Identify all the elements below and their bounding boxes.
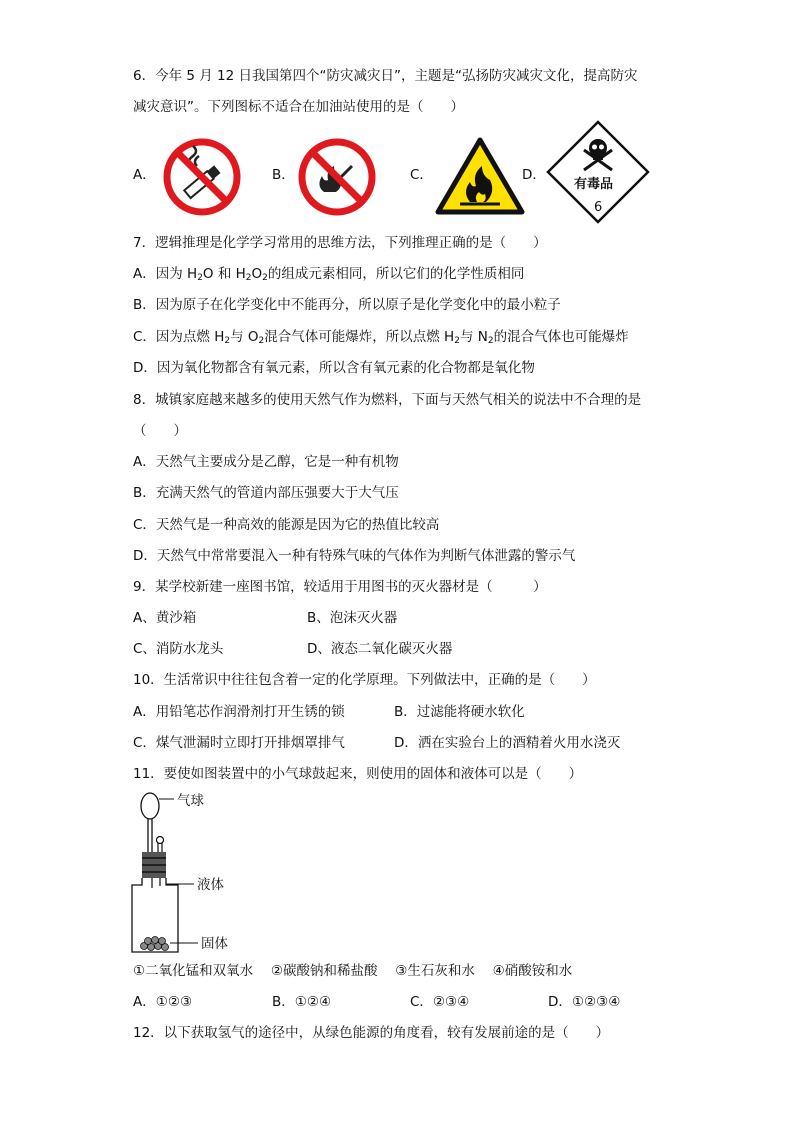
q8-option-c: C．天然气是一种高效的能源是因为它的热值比较高 bbox=[133, 517, 440, 533]
q9-option-d: D、液态二氧化碳灭火器 bbox=[307, 641, 453, 657]
q10-option-c: C．煤气泄漏时立即打开排烟罩排气 bbox=[133, 735, 345, 751]
q11-option-c: C．②③④ bbox=[410, 994, 470, 1010]
q8-option-b: B．充满天然气的管道内部压强要大于大气压 bbox=[133, 485, 399, 501]
q11-option-d: D．①②③④ bbox=[548, 994, 621, 1010]
q11-stem: 11．要使如图装置中的小气球鼓起来，则使用的固体和液体可以是（ ） bbox=[133, 766, 583, 782]
q10-stem: 10．生活常识中往往包含着一定的化学原理。下列做法中，正确的是（ ） bbox=[133, 672, 596, 688]
toxic-label-number: 6 bbox=[594, 200, 603, 215]
q6-stem-line1: 6．今年 5 月 12 日我国第四个“防灾减灾日”，主题是“弘扬防灾减灾文化，提高防灾 bbox=[133, 68, 638, 84]
balloon-label: 气球 bbox=[177, 793, 204, 809]
toxic-label-text: 有毒品 bbox=[574, 177, 614, 192]
q7-option-b: B．因为原子在化学变化中不能再分，所以原子是化学变化中的最小粒子 bbox=[133, 297, 561, 313]
q7-option-d: D．因为氧化物都含有氧元素，所以含有氧元素的化合物都是氧化物 bbox=[133, 360, 535, 376]
q6-option-c: C． bbox=[410, 167, 433, 183]
q10-option-d: D．洒在实验台上的酒精着火用水浇灭 bbox=[394, 735, 621, 751]
balloon-apparatus-diagram bbox=[128, 788, 208, 956]
q10-option-a: A．用铅笔芯作润滑剂打开生锈的锁 bbox=[133, 704, 345, 720]
q8-stem-line2: （ ） bbox=[133, 423, 187, 439]
q6-option-a: A． bbox=[133, 167, 156, 183]
q8-option-a: A．天然气主要成分是乙醇，它是一种有机物 bbox=[133, 454, 399, 470]
q11-option-b: B．①②④ bbox=[272, 994, 332, 1010]
q7-option-c: C．因为点燃 $H_2$与 $O_2$混合气体可能爆炸，所以点燃 $H_2$与 $N_2$的混合气体也可能爆炸 bbox=[133, 329, 629, 346]
q7-stem: 7．逻辑推理是化学学习常用的思维方法，下列推理正确的是（ ） bbox=[133, 235, 547, 251]
solid-label: 固体 bbox=[201, 936, 228, 952]
q8-stem-line1: 8．城镇家庭越来越多的使用天然气作为燃料，下面与天然气相关的说法中不合理的是 bbox=[133, 392, 642, 408]
no-smoking-icon bbox=[161, 136, 243, 218]
no-fire-icon bbox=[296, 136, 378, 218]
q9-option-c: C、消防水龙头 bbox=[133, 641, 224, 657]
q7-option-a: A．因为 $H_2O$ 和 $H_2O_2$的组成元素相同，所以它们的化学性质相同 bbox=[133, 266, 525, 283]
q11-option-a: A．①②③ bbox=[133, 994, 193, 1010]
q6-option-b: B． bbox=[272, 167, 295, 183]
q10-option-b: B．过滤能将硬水软化 bbox=[394, 704, 525, 720]
q8-option-d: D．天然气中常常要混入一种有特殊气味的气体作为判断气体泄露的警示气 bbox=[133, 548, 576, 564]
q6-option-d: D． bbox=[522, 167, 546, 183]
q6-stem-line2: 减灾意识”。下列图标不适合在加油站使用的是（ ） bbox=[133, 99, 464, 115]
q9-option-a: A、黄沙箱 bbox=[133, 610, 197, 626]
liquid-label: 液体 bbox=[197, 877, 224, 893]
flammable-icon bbox=[434, 136, 526, 216]
q12-stem: 12．以下获取氢气的途径中，从绿色能源的角度看，较有发展前途的是（ ） bbox=[133, 1025, 610, 1041]
q11-combos: ①二氧化锰和双氧水 ②碳酸钠和稀盐酸 ③生石灰和水 ④硝酸铵和水 bbox=[133, 963, 573, 979]
q9-option-b: B、泡沫灭火器 bbox=[307, 610, 398, 626]
q9-stem: 9．某学校新建一座图书馆，较适用于用图书的灭火器材是（ ） bbox=[133, 579, 547, 595]
